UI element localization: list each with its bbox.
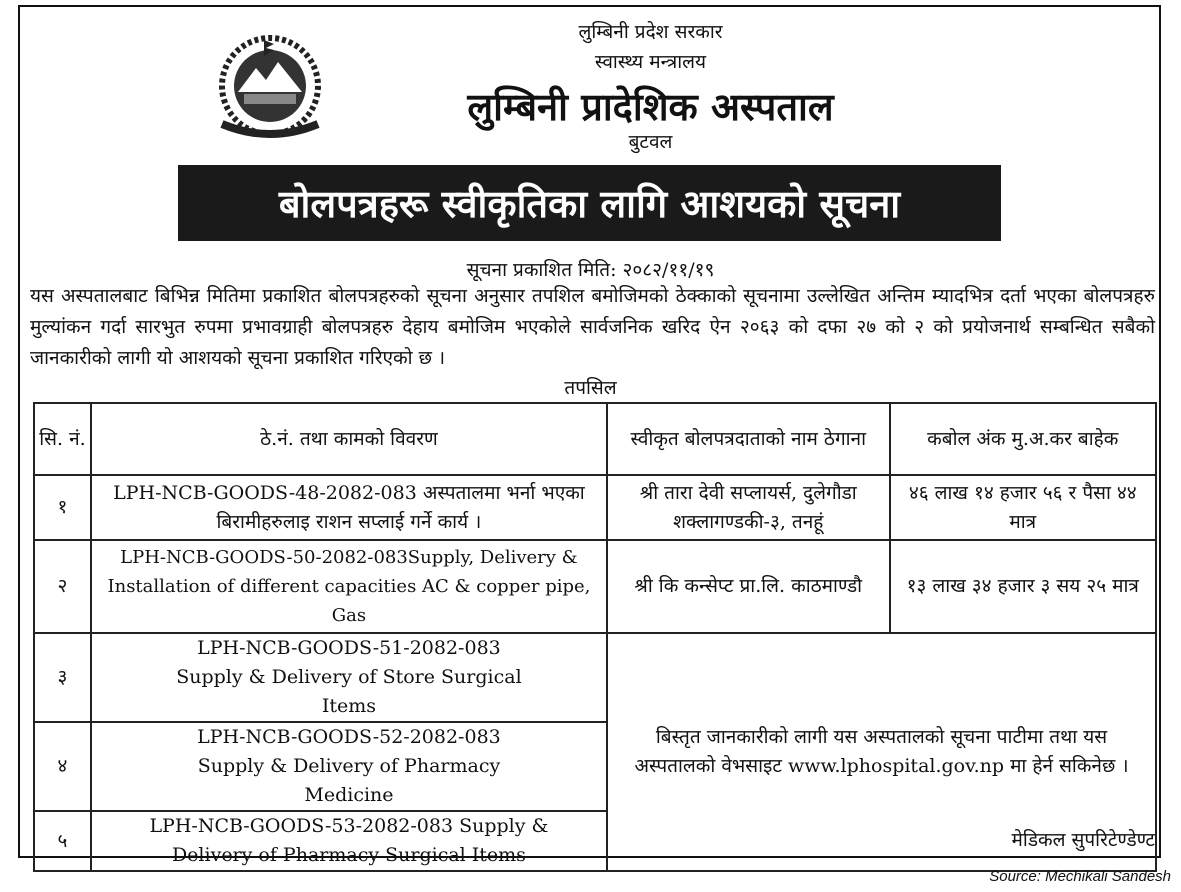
signature-title: मेडिकल सुपरिटेण्डेण्ट <box>1011 829 1155 851</box>
cell-description: LPH-NCB-GOODS-48-2082-083 अस्पतालमा भर्ना भएका बिरामीहरुलाइ राशन सप्लाई गर्ने कार्य । <box>91 475 607 540</box>
cell-amount: १३ लाख ३४ हजार ३ सय २५ मात्र <box>890 540 1156 633</box>
cell-sn: ५ <box>34 811 91 871</box>
cell-sn: ४ <box>34 722 91 811</box>
notice-body: यस अस्पतालबाट बिभिन्न मितिमा प्रकाशित बोलपत्रहरुको सूचना अनुसार तपशिल बमोजिमको ठेक्काको सूचनामा उल्लेखित अन्तिम म्यादभित्र दर्ता भएका बोलपत्रहरु मुल्यांकन गर्दा सारभुत रुपमा प्रभावग्राही बोलपत्रहरु देहाय बमोजिम भएकोले सार्वजनिक खरिद ऐन २०६३ को दफा २७ को २ को प्रयोजनार्थ सम्बन्धित सबैको जानकारीको लागी यो आशयको सूचना प्रकाशित गरिएको छ । <box>30 285 1155 369</box>
cell-amount: ४६ लाख १४ हजार ५६ र पैसा ४४ मात्र <box>890 475 1156 540</box>
table-row <box>34 540 1156 633</box>
cell-sn: २ <box>34 540 91 633</box>
cell-bidder: श्री कि कन्सेप्ट प्रा.लि. काठमाण्डौ <box>607 540 890 633</box>
merged-note-cell: बिस्तृत जानकारीको लागी यस अस्पतालको सूचना पाटीमा तथा यस अस्पतालको वेभसाइट www.lphospital.gov.np मा हेर्न सकिनेछ । <box>607 633 1156 871</box>
cell-sn: १ <box>34 475 91 540</box>
details-heading: तपसिल <box>564 377 617 399</box>
col-header-description: ठे.नं. तथा कामको विवरण <box>91 403 607 475</box>
cell-description: LPH-NCB-GOODS-50-2082-083Supply, Delivery & Installation of different capacities AC & copper pipe, Gas <box>91 540 607 633</box>
table-header-row <box>34 403 1156 475</box>
awarded-bids-table <box>33 402 1157 872</box>
table-row <box>34 633 1156 722</box>
hospital-location: बुटवल <box>628 131 673 153</box>
source-credit: Source: Mechikali Sandesh <box>989 868 1171 885</box>
cell-description: LPH-NCB-GOODS-53-2082-083 Supply & Delivery of Pharmacy Surgical Items <box>91 811 607 871</box>
col-header-amount: कबोल अंक मु.अ.कर बाहेक <box>890 403 1156 475</box>
cell-description: LPH-NCB-GOODS-51-2082-083 Supply & Delivery of Store Surgical Items <box>91 633 607 722</box>
hospital-name: लुम्बिनी प्रादेशिक अस्पताल <box>467 84 834 129</box>
cell-description: LPH-NCB-GOODS-52-2082-083 Supply & Delivery of Pharmacy Medicine <box>91 722 607 811</box>
table-row <box>34 475 1156 540</box>
cell-sn: ३ <box>34 633 91 722</box>
notice-title: बोलपत्रहरू स्वीकृतिका लागि आशयको सूचना <box>178 165 1001 241</box>
ministry-name: स्वास्थ्य मन्त्रालय <box>594 51 707 73</box>
government-name: लुम्बिनी प्रदेश सरकार <box>578 21 723 43</box>
col-header-bidder: स्वीकृत बोलपत्रदाताको नाम ठेगाना <box>607 403 890 475</box>
published-date: सूचना प्रकाशित मिति: २०८२/११/१९ <box>466 259 715 281</box>
col-header-sn: सि. नं. <box>34 403 91 475</box>
cell-bidder: श्री तारा देवी सप्लायर्स, दुलेगौडा शक्लागण्डकी-३, तनहूं <box>607 475 890 540</box>
